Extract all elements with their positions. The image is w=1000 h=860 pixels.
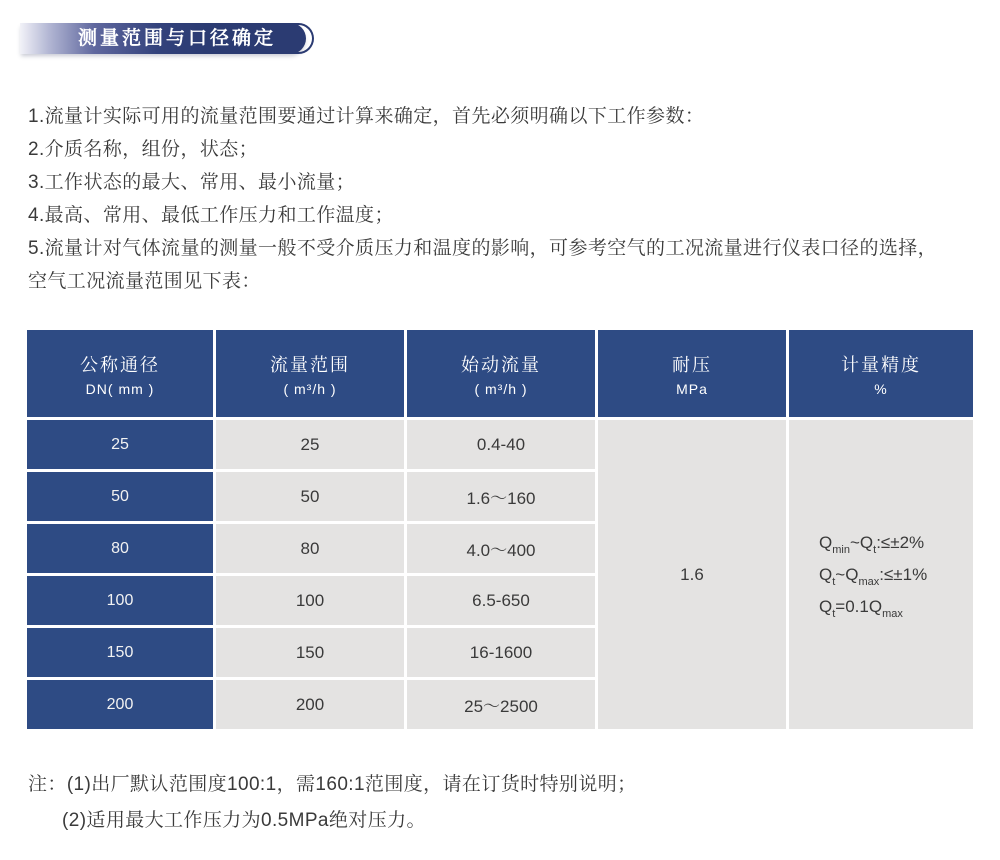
intro-line-2: 2.介质名称，组份，状态； — [28, 139, 259, 160]
col-header-title: 流量范围 — [270, 354, 350, 375]
intro-line-6: 空气工况流量范围见下表： — [28, 271, 261, 292]
intro-line-3: 3.工作状态的最大、常用、最小流量； — [28, 172, 356, 193]
col-header-start-flow — [407, 330, 595, 417]
table-cell-start-flow: 16-1600 — [407, 628, 595, 677]
table-cell-start-flow: 4.0～400 — [407, 524, 595, 573]
col-header-title: 耐压 — [672, 354, 712, 375]
section-title: 测量范围与口径确定 — [78, 28, 277, 49]
intro-line-5: 5.流量计对气体流量的测量一般不受介质压力和温度的影响，可参考空气的工况流量进行仪表口径的选择， — [28, 238, 938, 259]
col-header-unit: ( m³/h ) — [474, 380, 528, 397]
col-header-pressure-rating — [598, 330, 786, 417]
table-cell-range: 25 — [216, 420, 404, 469]
section-banner-wrap — [0, 0, 1000, 54]
table-cell-range: 100 — [216, 576, 404, 625]
table-cell-range: 200 — [216, 680, 404, 729]
col-header-title: 公称通径 — [80, 354, 160, 375]
intro-line-1: 1.流量计实际可用的流量范围要通过计算来确定，首先必须明确以下工作参数： — [28, 106, 705, 127]
col-header-unit: DN( mm ) — [85, 380, 155, 397]
section-banner — [20, 23, 306, 54]
col-header-accuracy — [789, 330, 973, 417]
col-header-title: 计量精度 — [841, 354, 921, 375]
col-header-unit: ( m³/h ) — [283, 380, 337, 397]
accuracy-formula-3: $Q_t=0.1Q_{max}$ — [819, 596, 903, 620]
footnote-2-text: (2)适用最大工作压力为0.5MPa绝对压力。 — [62, 810, 426, 831]
col-header-flow-range — [216, 330, 404, 417]
footnote-prefix: 注： — [28, 774, 67, 795]
table-cell-start-flow: 6.5-650 — [407, 576, 595, 625]
intro-paragraph — [28, 100, 1000, 298]
table-cell-range: 150 — [216, 628, 404, 677]
col-header-unit: % — [874, 380, 888, 397]
table-cell-start-flow: 0.4-40 — [407, 420, 595, 469]
table-cell-dn: 200 — [27, 680, 213, 729]
table-cell-pressure-merged: 1.6 — [598, 420, 786, 729]
footnote-2 — [28, 803, 1000, 839]
accuracy-formula-1: $Q_{min}\sim Q_t:\le\pm 2\%$ — [819, 532, 925, 556]
table-cell-range: 80 — [216, 524, 404, 573]
col-header-nominal-diameter — [27, 330, 213, 417]
footnotes — [28, 767, 1000, 839]
accuracy-formula-2: $Q_t\sim Q_{max}:\le\pm 1\%$ — [819, 564, 928, 588]
col-header-title: 始动流量 — [461, 354, 541, 375]
table-cell-dn: 80 — [27, 524, 213, 573]
table-cell-start-flow: 25～2500 — [407, 680, 595, 729]
table-cell-dn: 25 — [27, 420, 213, 469]
footnote-1 — [28, 767, 1000, 803]
table-cell-dn: 50 — [27, 472, 213, 521]
table-cell-dn: 100 — [27, 576, 213, 625]
table-cell-dn: 150 — [27, 628, 213, 677]
spec-table — [27, 330, 973, 729]
intro-line-4: 4.最高、常用、最低工作压力和工作温度； — [28, 205, 394, 226]
table-cell-accuracy-merged — [789, 420, 973, 729]
footnote-1-text: (1)出厂默认范围度100:1，需160:1范围度，请在订货时特别说明； — [66, 774, 637, 795]
table-cell-range: 50 — [216, 472, 404, 521]
col-header-unit: MPa — [676, 380, 708, 397]
table-cell-start-flow: 1.6～160 — [407, 472, 595, 521]
